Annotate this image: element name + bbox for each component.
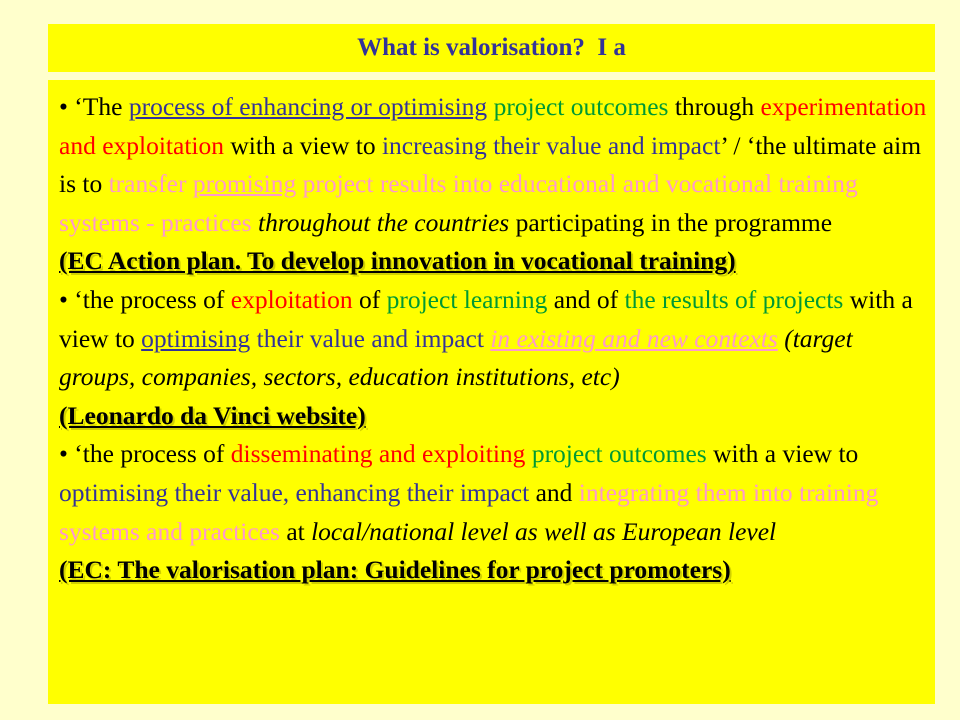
d3-phrase: project outcomes xyxy=(525,439,707,469)
d3-text: with a view to xyxy=(706,439,859,469)
d1-text: through xyxy=(668,92,761,121)
source-2: (Leonardo da Vinci website) xyxy=(59,400,366,430)
d1-text: ’ / ‘the ultimate aim is to xyxy=(59,130,922,199)
d2-phrase: project learning xyxy=(386,284,548,314)
d2-phrase: in existing and new contexts xyxy=(490,323,778,353)
slide-title: What is valorisation? I a xyxy=(357,34,626,61)
d3-phrase: optimising their value, enhancing their impact xyxy=(59,477,530,507)
d1-italic: throughout the countries xyxy=(251,207,510,237)
definition-3 xyxy=(59,435,931,551)
definition-1 xyxy=(59,88,931,242)
d1-text: with a view to xyxy=(224,130,382,160)
d2-phrase: optimising xyxy=(141,323,251,353)
d3-phrase: disseminating and exploiting xyxy=(230,439,526,469)
d2-text: with a view to xyxy=(59,284,913,353)
d3-text: and xyxy=(529,477,579,507)
d3-text: at xyxy=(279,516,312,546)
d2-phrase: exploitation xyxy=(230,284,353,314)
d2-text: of xyxy=(352,284,387,314)
source-1: (EC Action plan. To develop innovation in vocational training) xyxy=(59,246,736,276)
d1-phrase: project outcomes xyxy=(487,92,669,121)
definitions-text xyxy=(59,88,931,590)
d1-text: participating in the programme xyxy=(509,207,833,237)
d1-phrase: increasing their value and impact xyxy=(381,130,721,160)
definition-2 xyxy=(59,281,931,397)
d2-phrase: the results of projects xyxy=(624,284,844,314)
d3-phrase: integrating them into training systems and practices xyxy=(59,477,879,546)
title-bar xyxy=(48,24,935,72)
d1-text: • ‘The xyxy=(59,92,129,121)
d2-text: and of xyxy=(547,284,625,314)
d2-italic: (target groups, companies, sectors, education institutions, etc) xyxy=(59,323,853,392)
d2-phrase: their value and impact xyxy=(250,323,484,353)
d1-phrase: process of enhancing or optimising xyxy=(128,92,488,121)
d2-text: • ‘the process of xyxy=(59,284,231,314)
content-panel xyxy=(48,80,935,704)
source-3: (EC: The valorisation plan: Guidelines for project promoters) xyxy=(59,555,731,585)
d1-phrase: project results into educational and vocational training systems - practices xyxy=(59,169,858,237)
d3-italic: local/national level as well as European level xyxy=(311,516,777,546)
d1-phrase: promising xyxy=(192,169,297,199)
d1-phrase: transfer xyxy=(108,169,193,199)
d3-text: • ‘the process of xyxy=(59,439,231,469)
d1-phrase: experimentation and exploitation xyxy=(59,92,927,160)
